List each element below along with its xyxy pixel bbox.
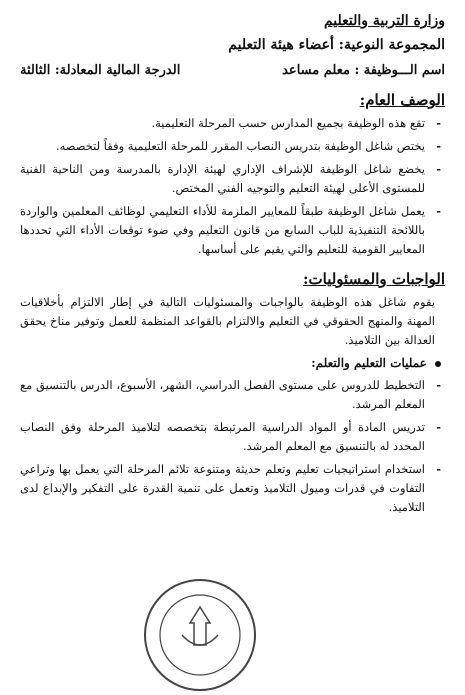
teaching-subsection bbox=[20, 354, 445, 372]
job-group: المجموعة النوعية: أعضاء هيئة التعليم bbox=[228, 37, 445, 53]
job-title: اسم الـــوظيفة : معلم مساعد bbox=[282, 63, 445, 78]
bullet-icon bbox=[435, 361, 441, 367]
list-item: - استخدام استراتيجيات تعليم وتعلم حديثة ومتنوعة تلائم المرحلة التي يعمل بها وتراعي التفاوت في قدرات وميول التلاميذ وتعمل على تنمية القدرة على التفكير والإبداع لدى التلاميذ. bbox=[20, 460, 445, 517]
list-item: - يختص شاغل الوظيفة بتدريس النصاب المقرر للمرحلة التعليمية وفقاً لتخصصه. bbox=[20, 137, 445, 156]
duties-intro: يقوم شاغل هذه الوظيفة بالواجبات والمسئوليات التالية في إطار الالتزام بأخلاقيات المهنة والمنهج الحقوقي في التعليم والالتزام بالقواعد المنظمة للعمل وتوفير مناخ يحقق العدالة بين التلاميذ. bbox=[20, 295, 435, 347]
list-item: - التخطيط للدروس على مستوى الفصل الدراسي، الشهر، الأسبوع، الدرس بالتنسيق مع المعلم المرشد. bbox=[20, 376, 445, 414]
general-description-list bbox=[20, 114, 445, 259]
job-info-row bbox=[20, 62, 445, 80]
list-item: - تقع هذه الوظيفة بجميع المدارس حسب المرحلة التعليمية. bbox=[20, 114, 445, 133]
teaching-subsection-label: عمليات التعليم والتعلم: bbox=[311, 356, 427, 370]
list-item: - تدريس المادة أو المواد الدراسية المرتبطة بتخصصه لتلاميذ المرحلة وفق النصاب المحدد له بالتنسيق مع المعلم المرشد. bbox=[20, 418, 445, 456]
ministry-title: وزارة التربية والتعليم bbox=[323, 13, 445, 29]
duties-heading: الواجبات والمسئوليات: bbox=[302, 270, 445, 288]
list-item: - يعمل شاغل الوظيفة طبقاً للمعايير الملزمة للأداء التعليمي لوظائف المعلمين والواردة باللائحة التنفيذية للباب السابع من قانون التعليم وفي ضوء توقعات الأداء التي تحددها المعايير القومية للتعليم والتي يقيم على أساسها. bbox=[20, 202, 445, 259]
general-description-heading: الوصف العام: bbox=[359, 91, 445, 109]
grade: الدرجة المالية المعادلة: الثالثة bbox=[20, 63, 181, 78]
official-seal-icon bbox=[140, 575, 260, 695]
list-item: - يخضع شاغل الوظيفة للإشراف الإداري لهيئة الإدارة بالمدرسة ومن الناحية الفنية للمستوى الأعلى لهيئة التعليم والتوجيه الفني المختص. bbox=[20, 160, 445, 198]
duties-list bbox=[20, 376, 445, 517]
